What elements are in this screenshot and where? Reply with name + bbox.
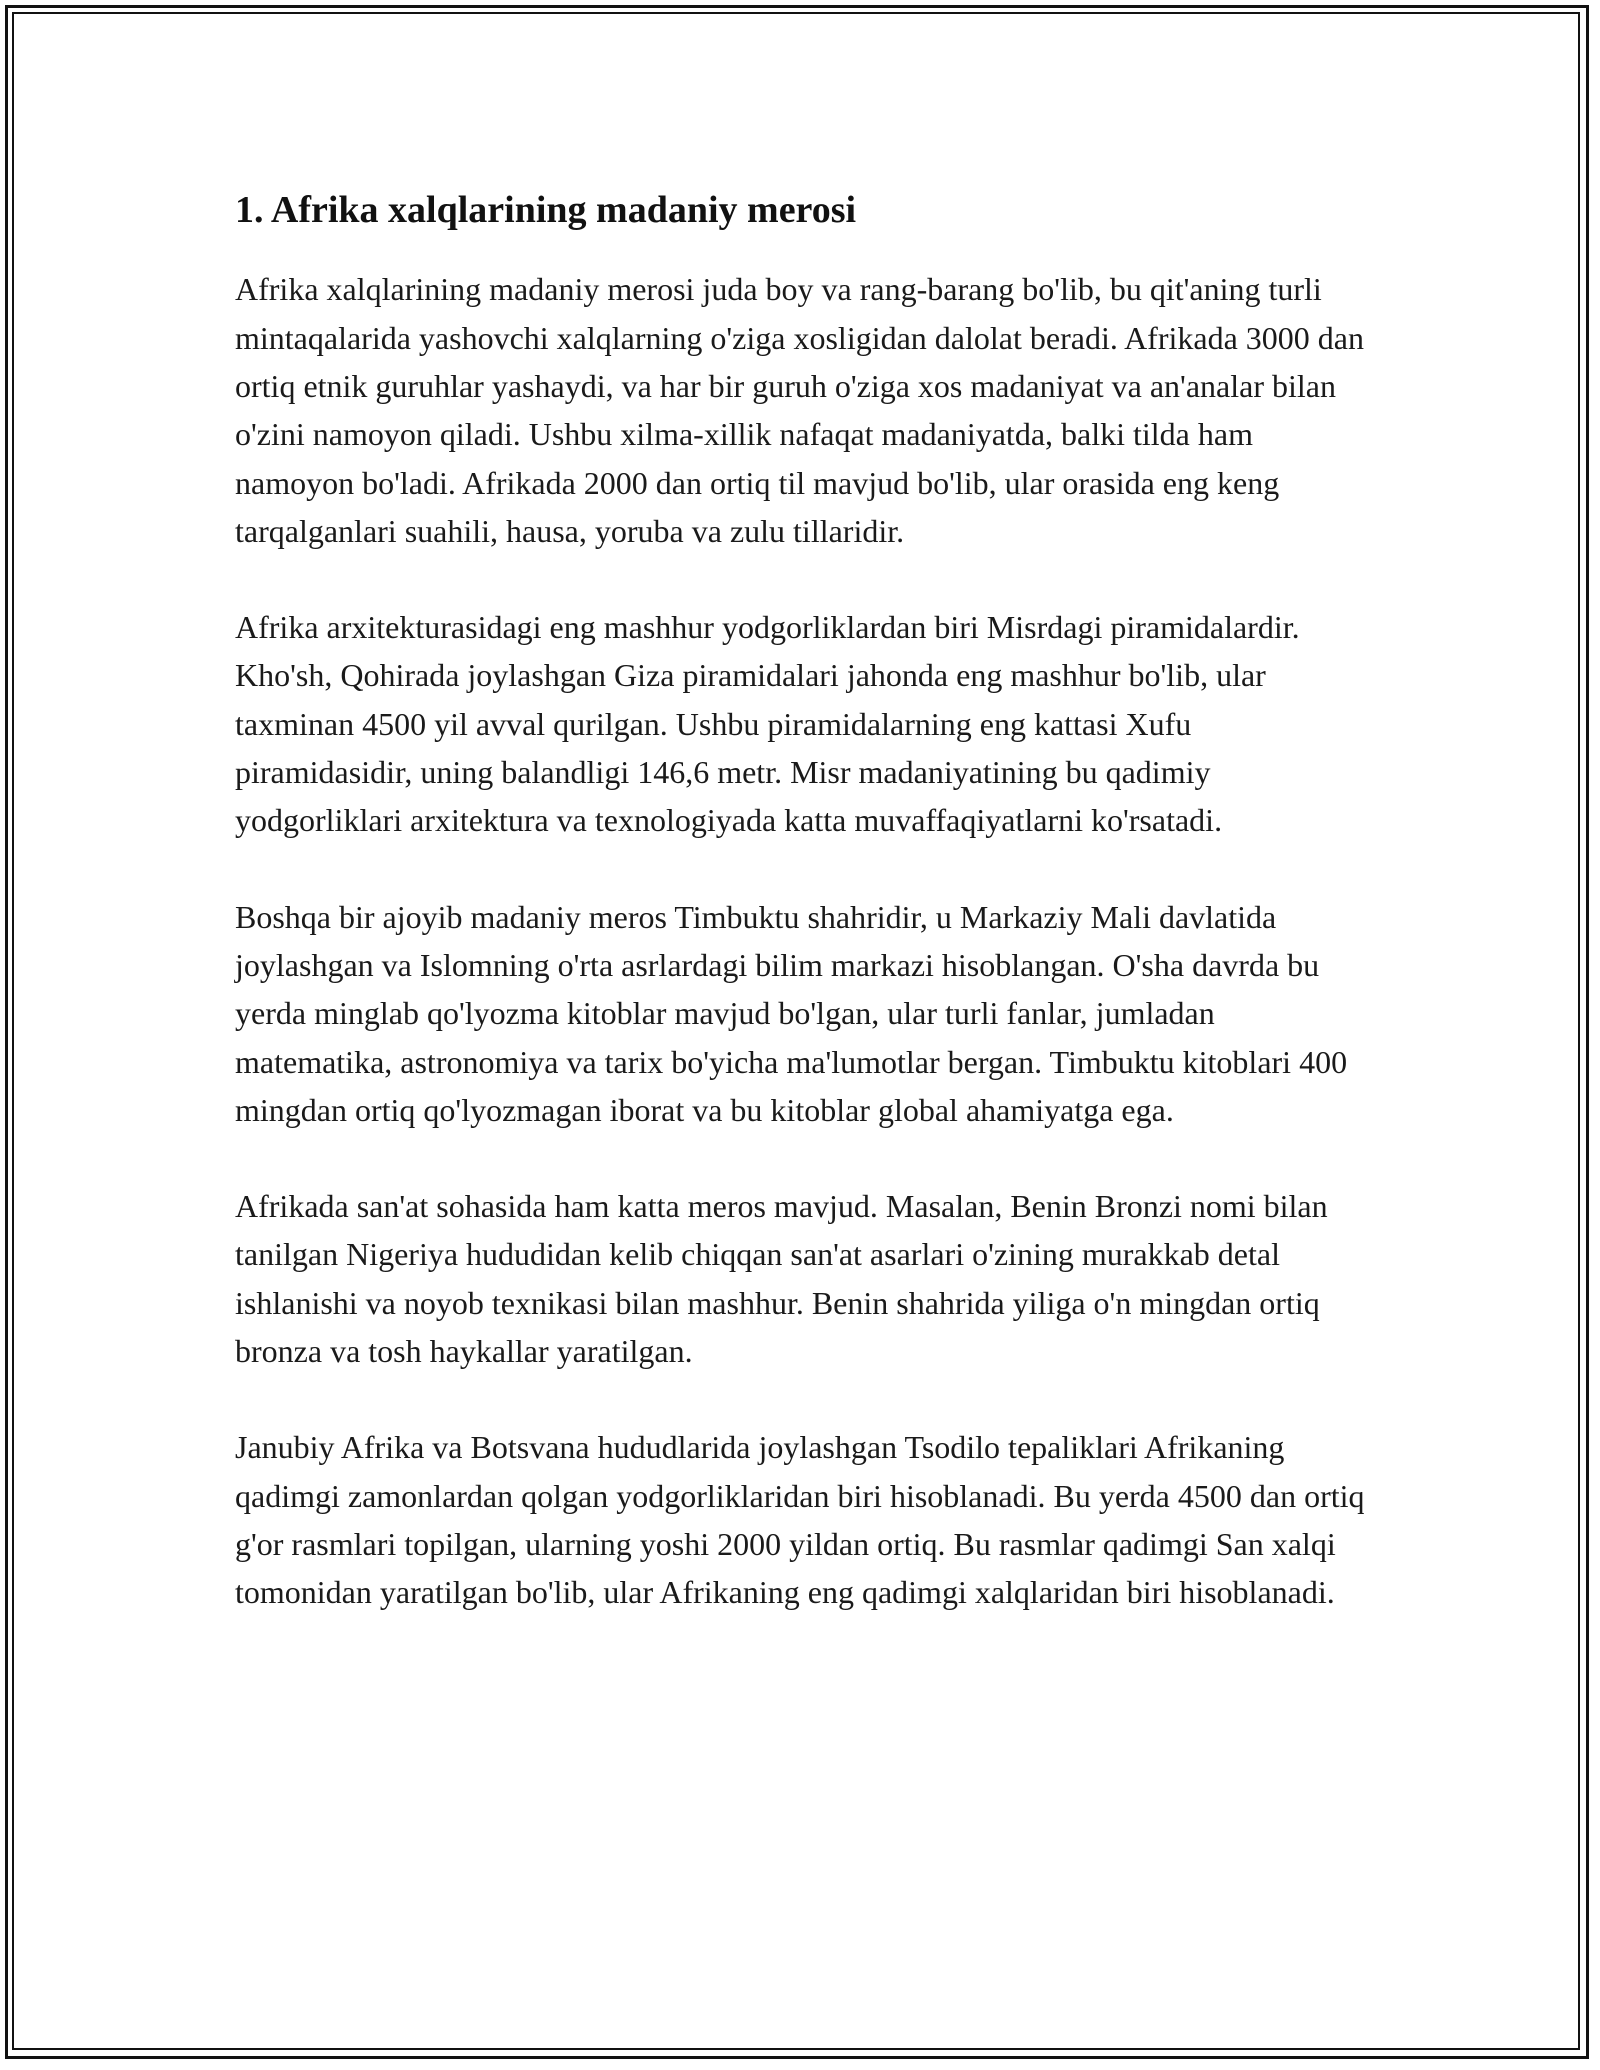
- section-heading: 1. Afrika xalqlarining madaniy merosi: [235, 189, 857, 231]
- paragraph-tsodilo: Janubiy Afrika va Botsvana hududlarida joylashgan Tsodilo tepaliklari Afrikaning qadimgi zamonlardan qolgan yodgorliklaridan biri hisoblanadi. Bu yerda 4500 dan ortiq g'or rasmlari topilgan, ularning yoshi 2000 yildan ortiq. Bu rasmlar qadimgi San xalqi tomonidan yaratilgan bo'lib, ular Afrikaning eng qadimgi xalqlaridan biri hisoblanadi.: [235, 1429, 1365, 1611]
- paragraph-languages: Afrika xalqlarining madaniy merosi juda boy va rang-barang bo'lib, bu qit'aning turli mintaqalarida yashovchi xalqlarning o'ziga xosligidan dalolat beradi. Afrikada 3000 dan ortiq etnik guruhlar yashaydi, va har bir guruh o'ziga xos madaniyat va an'analar bilan o'zini namoyon qiladi. Ushbu xilma-xillik nafaqat madaniyatda, balki tilda ham namoyon bo'ladi. Afrikada 2000 dan ortiq til mavjud bo'lib, ular orasida eng keng tarqalganlari suahili, hausa, yoruba va zulu tillaridir.: [235, 271, 1364, 549]
- paragraph-timbuktu: Boshqa bir ajoyib madaniy meros Timbuktu shahridir, u Markaziy Mali davlatida joylashgan va Islomning o'rta asrlardagi bilim markazi hisoblangan. O'sha davrda bu yerda minglab qo'lyozma kitoblar mavjud bo'lgan, ular turli fanlar, jumladan matematika, astronomiya va tarix bo'yicha ma'lumotlar bergan. Timbuktu kitoblari 400 mingdan ortiq qo'lyozmagan iborat va bu kitoblar global ahamiyatga ega.: [235, 898, 1348, 1128]
- paragraph-pyramids: Afrika arxitekturasidagi eng mashhur yodgorliklardan biri Misrdagi piramidalardir. Kho'sh, Qohirada joylashgan Giza piramidalari jahonda eng mashhur bo'lib, ular taxminan 4500 yil avval qurilgan. Ushbu piramidalarning eng kattasi Xufu piramidasidir, uning balandligi 146,6 metr. Misr madaniyatining bu qadimiy yodgorliklari arxitektura va texnologiyada katta muvaffaqiyatlarni ko'rsatadi.: [235, 609, 1300, 839]
- paragraph-benin-bronze: Afrikada san'at sohasida ham katta meros mavjud. Masalan, Benin Bronzi nomi bilan tanilgan Nigeriya hududidan kelib chiqqan san'at asarlari o'zining murakkab detal ishlanishi va noyob texnikasi bilan mashhur. Benin shahrida yiliga o'n mingdan ortiq bronza va tosh haykallar yaratilgan.: [235, 1188, 1328, 1370]
- document-content: [235, 186, 1375, 1665]
